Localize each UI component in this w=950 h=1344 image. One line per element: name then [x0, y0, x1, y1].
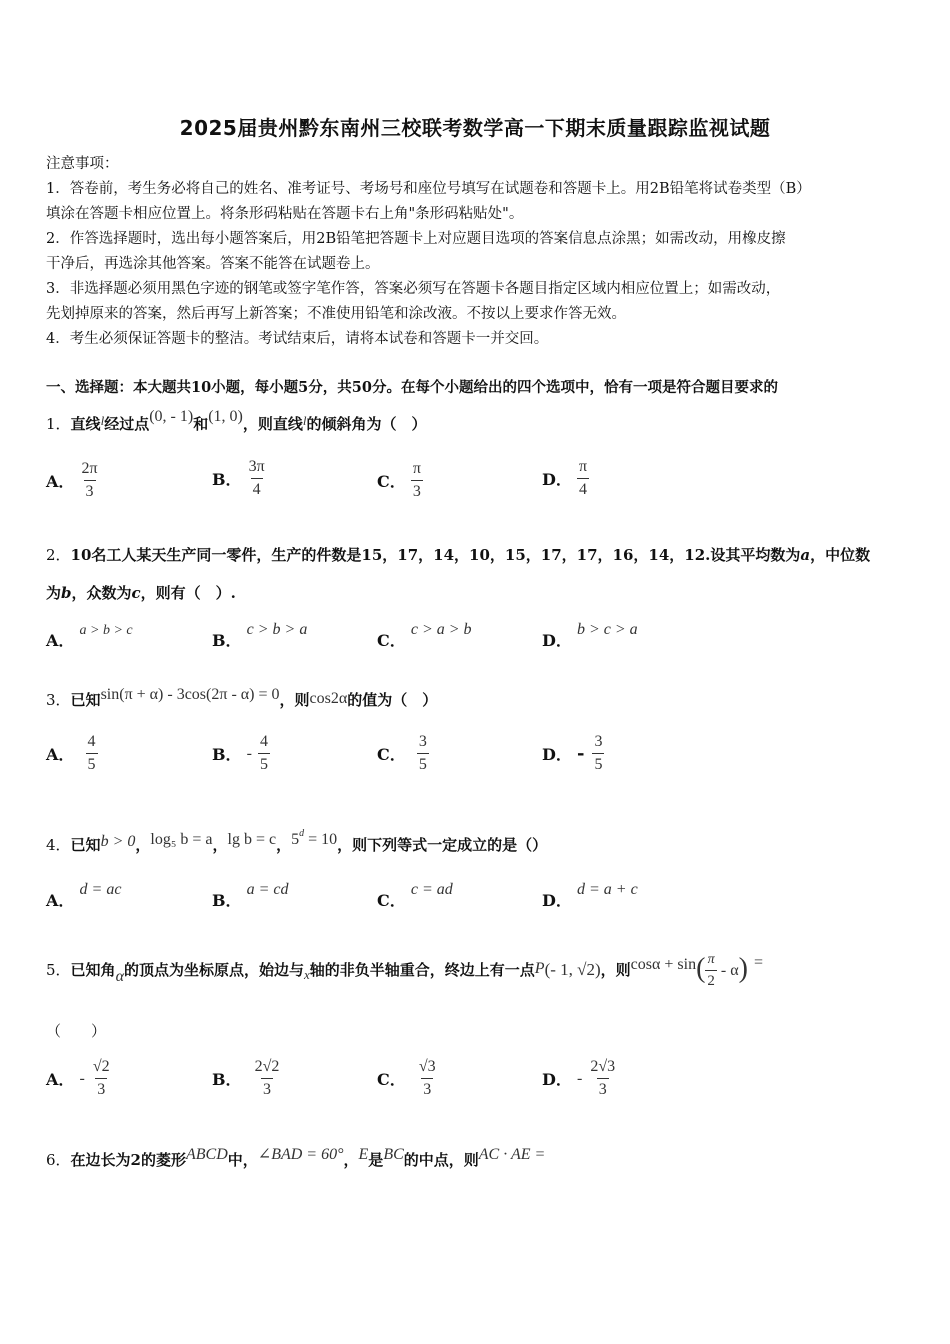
question-2: 2．10名工人某天生产同一零件，生产的件数是15，17，14，10，15，17，17，16，14，12.设其平均数为a，中位数 — [46, 546, 871, 564]
notes-heading: 注意事项： — [46, 156, 119, 172]
question-5-paren: （ ） — [46, 1022, 107, 1040]
option-d[interactable]: D． - $\frac{3}{5}$ — [542, 733, 603, 773]
question-6: 6．在边长为2的菱形ABCD中，∠BAD = 60°，E是BC的中点，则AC · AE = — [46, 1146, 546, 1169]
option-a[interactable]: A． a > b > c — [46, 623, 133, 650]
option-d[interactable]: D． b > c > a — [542, 621, 638, 650]
question-3: 3．已知sin(π + α) - 3cos(2π - α) = 0，则cos2α的值为（ ） — [46, 686, 438, 709]
option-b[interactable]: B． - $\frac{4}{5}$ — [212, 733, 268, 773]
option-d[interactable]: D． $\frac{\pi}{4}$ — [542, 458, 588, 498]
notes-line: 4．考生必须保证答题卡的整洁。考试结束后，请将本试卷和答题卡一并交回。 — [46, 331, 549, 347]
notes-line: 3．非选择题必须用黑色字迹的钢笔或签字笔作答，答案必须写在答题卡各题目指定区域内相应位置上；如需改动， — [46, 281, 781, 297]
option-d[interactable]: D． - $\frac{2√3}{3}$ — [542, 1058, 616, 1098]
option-b[interactable]: B． $\frac{3\pi}{4}$ — [212, 458, 265, 498]
option-c[interactable]: C． $\frac{√3}{3}$ — [377, 1058, 436, 1098]
question-5: 5．已知角α的顶点为坐标原点，始边与x轴的非负半轴重合，终边上有一点P(- 1, √2)，则cosα + sin( $\frac{\pi}{2}$ - α) = — [46, 952, 763, 989]
notes-line: 1．答卷前，考生务必将自己的姓名、准考证号、考场号和座位号填写在试题卷和答题卡上。用2B铅笔将试卷类型（B） — [46, 181, 811, 197]
option-a[interactable]: A． $\frac{2\pi}{3}$ — [46, 460, 98, 500]
option-c[interactable]: C． $\frac{\pi}{3}$ — [377, 460, 421, 500]
notes-line: 干净后，再选涂其他答案。答案不能答在试题卷上。 — [46, 256, 380, 272]
option-a[interactable]: A． $\frac{4}{5}$ — [46, 733, 96, 773]
notes-line: 填涂在答题卡相应位置上。将条形码粘贴在答题卡右上角"条形码粘贴处"。 — [46, 206, 524, 222]
option-a[interactable]: A． d = ac — [46, 881, 122, 910]
option-c[interactable]: C． c = ad — [377, 881, 453, 910]
question-number: 1． — [46, 415, 71, 433]
question-2-line-2: 为b，众数为c，则有（ ）. — [46, 584, 236, 602]
option-a[interactable]: A． - $\frac{√2}{3}$ — [46, 1058, 110, 1098]
option-b[interactable]: B． a = cd — [212, 881, 289, 910]
exam-title: 2025届贵州黔东南州三校联考数学高一下期末质量跟踪监视试题 — [179, 116, 771, 140]
notes-line: 先划掉原来的答案，然后再写上新答案；不准使用铅笔和涂改液。不按以上要求作答无效。 — [46, 306, 626, 322]
option-b[interactable]: B． c > b > a — [212, 621, 308, 650]
question-4: 4．已知b > 0，log₅ b = a，lg b = c，$5^d = 10$，则下列等式一定成立的是（） — [46, 828, 548, 854]
question-1: 1．直线l经过点(0, - 1)和(1, 0)，则直线l的倾斜角为（ ） — [46, 408, 427, 433]
notes-line: 2．作答选择题时，选出每小题答案后，用2B铅笔把答题卡上对应题目选项的答案信息点涂黑；如需改动，用橡皮擦 — [46, 231, 786, 247]
option-c[interactable]: C． $\frac{3}{5}$ — [377, 733, 427, 773]
option-b[interactable]: B． $\frac{2√2}{3}$ — [212, 1058, 280, 1098]
option-d[interactable]: D． d = a + c — [542, 881, 638, 910]
option-c[interactable]: C． c > a > b — [377, 621, 472, 650]
section-heading: 一、选择题：本大题共10小题，每小题5分，共50分。在每个小题给出的四个选项中，恰有一项是符合题目要求的 — [46, 379, 778, 396]
